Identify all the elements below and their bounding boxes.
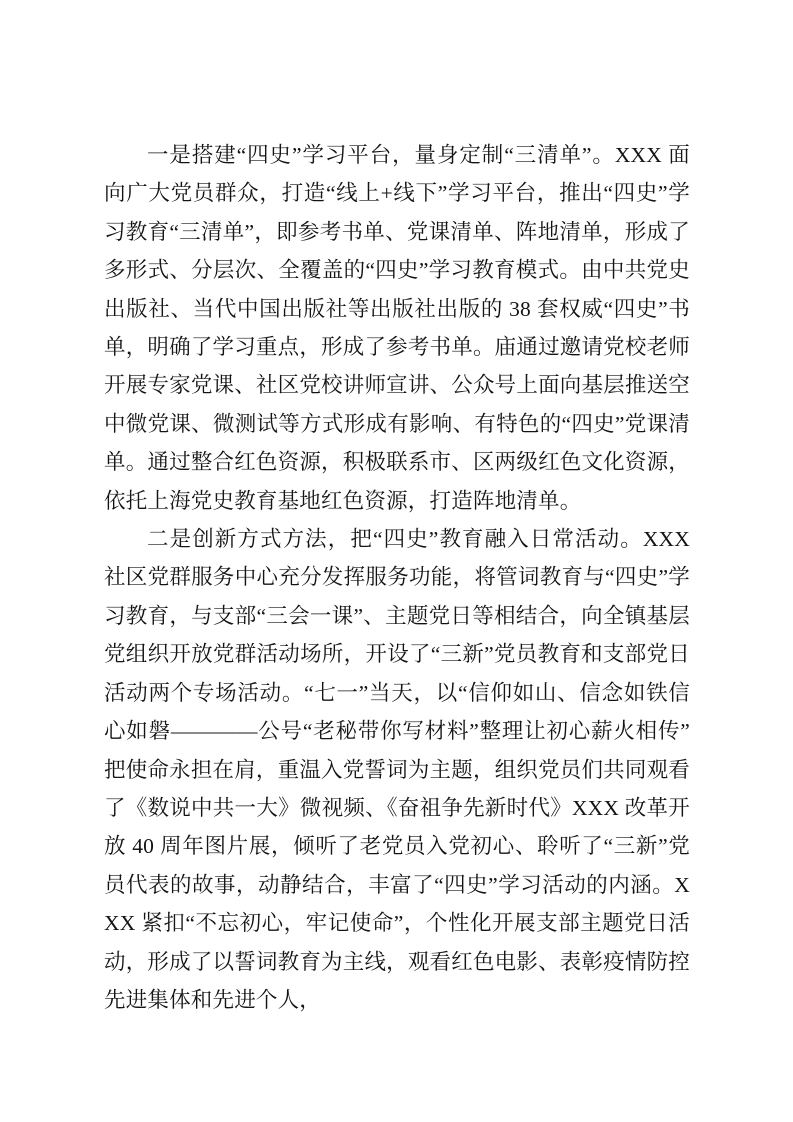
paragraph-2: 二是创新方式方法，把“四史”教育融入日常活动。XXX 社区党群服务中心充分发挥服务功能，将管词教育与“四史”学习教育，与支部“三会一课”、主题党日等相结合，向全镇基层党组织开放党群活动场所，开设了“三新”党员教育和支部党日活动两个专场活动。“七一”当天，以“信仰如山、信念如铁信心如磐————公号“老秘带你写材料”整理让初心薪火相传”把使命永担在肩，重温入党誓词为主题，组织党员们共同观看了《数说中共一大》微视频、《奋祖争先新时代》XXX 改革开放 40 周年图片展，倾听了老党员入党初心、聆听了“三新”党员代表的故事，动静结合，丰富了“四史”学习活动的内涵。XXX 紧扣“不忘初心，牢记使命”，个性化开展支部主题党日活动，形成了以誓词教育为主线，观看红色电影、表彰疫情防控先进集体和先进个人， [104, 527, 690, 1012]
text-content [104, 136, 690, 1019]
paragraph-1: 一是搭建“四史”学习平台，量身定制“三清单”。XXX 面向广大党员群众，打造“线上+线下”学习平台，推出“四史”学习教育“三清单”，即参考书单、党课清单、阵地清单，形成了多形式、分层次、全覆盖的“四史”学习教育模式。由中共党史出版社、当代中国出版社等出版社出版的 38 套权威“四史”书单，明确了学习重点，形成了参考书单。庙通过邀请党校老师开展专家党课、社区党校讲师宣讲、公众号上面向基层推送空中微党课、微测试等方式形成有影响、有特色的“四史”党课清单。通过整合红色资源，积极联系市、区两级红色文化资源，依托上海党史教育基地红色资源，打造阵地清单。 [104, 143, 690, 513]
